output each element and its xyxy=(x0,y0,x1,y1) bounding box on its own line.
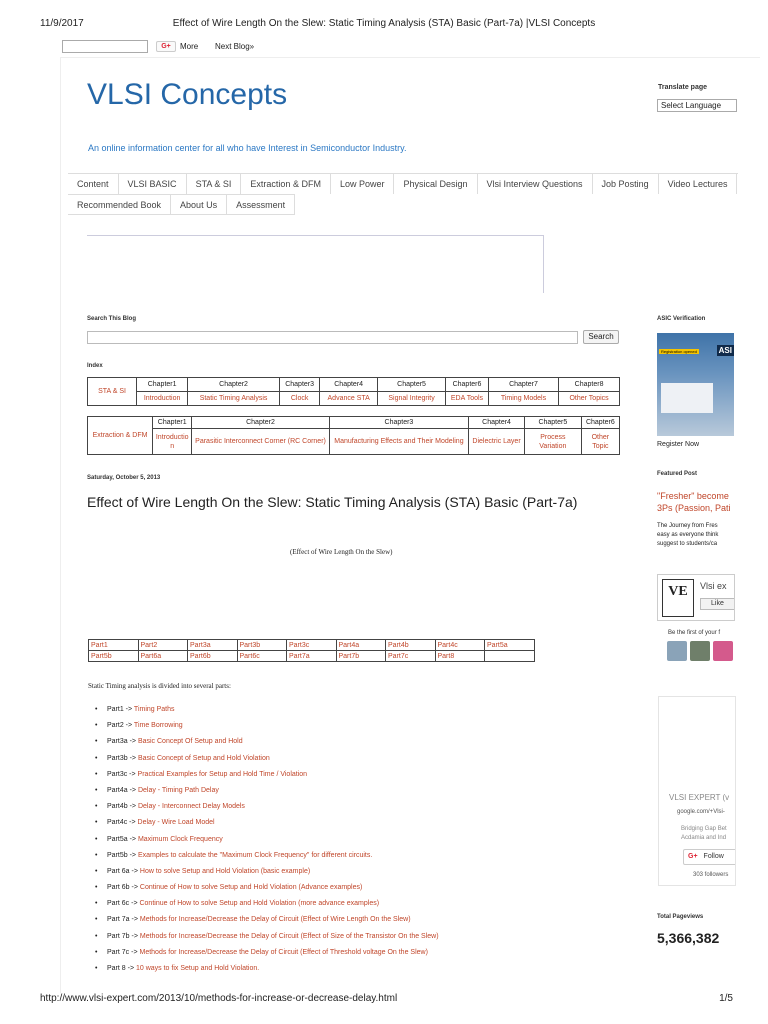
list-item: • Part 6a -> How to solve Setup and Hold Violation (basic example) xyxy=(95,867,311,875)
part-name: Part 6a -> xyxy=(107,867,140,875)
part-name: Part5a -> xyxy=(107,835,138,843)
part-list-link[interactable]: Basic Concept of Setup and Hold Violation xyxy=(137,754,270,762)
part-list-link[interactable]: Timing Paths xyxy=(133,706,175,713)
dfm-chapter-link[interactable]: Dielectric Layer xyxy=(469,429,525,455)
part-name: Part 8 -> xyxy=(107,965,136,972)
navbar-search-input[interactable] xyxy=(62,40,148,53)
part-link[interactable]: Part5b xyxy=(89,651,139,662)
dfm-row-label[interactable]: Extraction & DFM xyxy=(88,417,153,455)
part-name: Part5b -> xyxy=(107,851,138,859)
list-item: • Part 6c -> Continue of How to solve Setup and Hold Violation (more advance examples) xyxy=(95,900,380,908)
part-list-link[interactable]: Examples to calculate the "Maximum Clock Frequency" for different circuits. xyxy=(137,851,373,859)
fb-like-button[interactable]: Like xyxy=(700,598,735,610)
print-title: Effect of Wire Length On the Slew: Static Timing Analysis (STA) Basic (Part-7a) |VLSI Concepts xyxy=(172,18,596,29)
part-list xyxy=(95,702,439,977)
list-item: • Part 7a -> Methods for Increase/Decrease the Delay of Circuit (Effect of Wire Length On the Slew) xyxy=(95,916,411,924)
part-link[interactable]: Part1 xyxy=(89,640,139,651)
tab-assessment[interactable]: Assessment xyxy=(227,195,295,214)
part-link[interactable]: Part5a xyxy=(485,640,535,651)
part-link[interactable]: Part6c xyxy=(237,651,287,662)
tab-content[interactable]: Content xyxy=(68,174,119,194)
list-item: • Part3c -> Practical Examples for Setup and Hold Time / Violation xyxy=(95,770,308,778)
gplus-icon: G+ xyxy=(688,853,698,860)
list-item: • Part4b -> Delay - Interconnect Delay Models xyxy=(95,803,245,811)
empty-cell xyxy=(485,651,535,662)
pageviews-label: Total Pageviews xyxy=(657,914,704,920)
list-item: • Part5a -> Maximum Clock Frequency xyxy=(95,835,223,843)
part-name: Part4c -> xyxy=(107,819,138,827)
sta-chapter-link[interactable]: Clock xyxy=(279,392,320,406)
part-name: Part4b -> xyxy=(107,803,138,811)
gp-follow-button[interactable] xyxy=(683,849,736,865)
part-list-link[interactable]: Delay - Interconnect Delay Models xyxy=(137,803,245,811)
list-item: • Part1 -> Timing Paths xyxy=(95,706,175,713)
part-list-link[interactable]: Delay - Wire Load Model xyxy=(137,819,215,827)
part-list-link[interactable]: Methods for Increase/Decrease the Delay of Circuit (Effect of Wire Length On the Slew) xyxy=(139,916,411,924)
tab-physical-design[interactable]: Physical Design xyxy=(394,174,477,194)
dfm-index-table xyxy=(87,416,620,455)
part-link[interactable]: Part7b xyxy=(336,651,386,662)
dfm-header: Chapter4 xyxy=(469,417,525,429)
sta-header: Chapter2 xyxy=(188,378,280,392)
sta-header: Chapter1 xyxy=(137,378,188,392)
part-name: Part 7b -> xyxy=(107,932,140,940)
part-name: Part 6b -> xyxy=(107,884,140,892)
gp-followers-count: 303 followers xyxy=(693,872,729,878)
part-name: Part3a -> xyxy=(107,738,138,746)
list-item: • Part 7b -> Methods for Increase/Decrease the Delay of Circuit (Effect of Size of the Transistor On the Slew) xyxy=(95,932,439,940)
part-list-link[interactable]: 10 ways to fix Setup and Hold Violation. xyxy=(135,965,260,972)
part-link[interactable]: Part6a xyxy=(138,651,188,662)
featured-post-title[interactable] xyxy=(657,490,735,514)
list-item: • Part4c -> Delay - Wire Load Model xyxy=(95,819,215,827)
featured-post-snippet xyxy=(657,522,735,549)
part-link[interactable]: Part7c xyxy=(386,651,436,662)
dfm-chapter-link[interactable]: Other Topic xyxy=(581,429,619,455)
pageviews-count: 5,366,382 xyxy=(657,930,720,946)
part-link[interactable]: Part3a xyxy=(188,640,238,651)
part-name: Part 7c -> xyxy=(107,948,140,956)
sta-index-table xyxy=(87,377,620,406)
part-list-link[interactable]: How to solve Setup and Hold Violation (basic example) xyxy=(139,867,311,875)
post-date: Saturday, October 5, 2013 xyxy=(87,475,161,481)
dfm-header: Chapter2 xyxy=(192,417,329,429)
part-list-link[interactable]: Basic Concept Of Setup and Hold xyxy=(137,738,243,746)
tab-video-lectures[interactable]: Video Lectures xyxy=(659,174,738,194)
part-name: Part3c -> xyxy=(107,770,138,778)
translate-label: Translate page xyxy=(658,84,708,91)
part-name: Part3b -> xyxy=(107,754,138,762)
dfm-chapter-link[interactable]: Parasitic Interconnect Corner (RC Corner) xyxy=(192,429,329,455)
tab-recommended-book[interactable]: Recommended Book xyxy=(68,195,171,214)
dfm-header: Chapter6 xyxy=(581,417,619,429)
tab-about-us[interactable]: About Us xyxy=(171,195,227,214)
sta-header: Chapter5 xyxy=(377,378,445,392)
part-link[interactable]: Part8 xyxy=(435,651,485,662)
gplus-button[interactable]: G+ xyxy=(156,41,176,52)
part-link[interactable]: Part7a xyxy=(287,651,337,662)
sta-intro-text: Static Timing analysis is divided into several parts: xyxy=(88,682,231,690)
part-name: Part 6c -> xyxy=(107,900,140,908)
part-name: Part1 -> xyxy=(107,706,134,713)
part-list-link[interactable]: Maximum Clock Frequency xyxy=(137,835,223,843)
vlsi-expert-logo[interactable]: VE xyxy=(662,579,694,617)
index-label: Index xyxy=(87,363,103,369)
fb-page-name[interactable]: Vlsi ex xyxy=(700,581,727,591)
print-header xyxy=(0,18,768,32)
list-item: • Part 7c -> Methods for Increase/Decrease the Delay of Circuit (Effect of Threshold voltage On the Slew) xyxy=(95,948,428,956)
tab-interview-questions[interactable]: Vlsi Interview Questions xyxy=(478,174,593,194)
sta-row-label[interactable]: STA & SI xyxy=(88,378,137,406)
list-item: • Part5b -> Examples to calculate the "Maximum Clock Frequency" for different circuits. xyxy=(95,851,373,859)
list-item: • Part3b -> Basic Concept of Setup and Hold Violation xyxy=(95,754,270,762)
part-list-link[interactable]: Continue of How to solve Setup and Hold Violation (Advance examples) xyxy=(139,884,363,892)
dfm-chapter-link[interactable]: Process Variation xyxy=(524,429,581,455)
avatar xyxy=(667,641,687,661)
blog-title[interactable]: VLSI Concepts xyxy=(87,78,288,111)
tab-extraction-dfm[interactable]: Extraction & DFM xyxy=(241,174,331,194)
sta-chapter-link[interactable]: Timing Models xyxy=(488,392,558,406)
gp-follow-label: Follow xyxy=(703,853,724,860)
featured-post-label: Featured Post xyxy=(657,471,698,477)
gp-page-name[interactable]: VLSI EXPERT (v xyxy=(669,793,730,802)
dfm-chapter-link[interactable]: Manufacturing Effects and Their Modeling xyxy=(329,429,468,455)
dfm-header: Chapter3 xyxy=(329,417,468,429)
post-title[interactable]: Effect of Wire Length On the Slew: Static Timing Analysis (STA) Basic (Part-7a) xyxy=(87,494,578,510)
print-page-number: 1/5 xyxy=(719,993,733,1004)
tab-sta-si[interactable]: STA & SI xyxy=(187,174,242,194)
sta-chapter-link[interactable]: Static Timing Analysis xyxy=(188,392,280,406)
gp-description xyxy=(681,825,727,843)
page-tabs-row-2 xyxy=(68,194,295,215)
part-list-link[interactable]: Methods for Increase/Decrease the Delay of Circuit (Effect of Size of the Transistor On the Slew) xyxy=(139,932,439,940)
search-label: Search This Blog xyxy=(87,316,137,322)
featured-title-line: 3Ps (Passion, Pati xyxy=(657,503,731,513)
part-name: Part2 -> xyxy=(107,722,134,730)
sta-chapter-link[interactable]: Signal Integrity xyxy=(377,392,445,406)
part-link[interactable]: Part4c xyxy=(435,640,485,651)
asic-verification-banner[interactable] xyxy=(657,333,734,436)
part-link[interactable]: Part3c xyxy=(287,640,337,651)
asic-verification-label: ASIC Verification xyxy=(657,316,706,322)
dfm-header: Chapter5 xyxy=(524,417,581,429)
sta-header: Chapter8 xyxy=(559,378,620,392)
more-link[interactable]: More xyxy=(180,42,199,51)
blog-search-input[interactable] xyxy=(87,331,578,344)
parts-table xyxy=(88,639,535,662)
language-select[interactable]: Select Language xyxy=(657,99,737,112)
list-item: • Part2 -> Time Borrowing xyxy=(95,722,183,730)
sta-chapter-link[interactable]: Other Topics xyxy=(559,392,620,406)
asic-badge: ASI xyxy=(718,346,732,355)
tab-job-posting[interactable]: Job Posting xyxy=(593,174,659,194)
part-name: Part4a -> xyxy=(107,786,138,794)
tab-low-power[interactable]: Low Power xyxy=(331,174,395,194)
register-now-link[interactable]: Register Now xyxy=(657,441,700,448)
search-button[interactable]: Search xyxy=(583,330,619,344)
print-footer xyxy=(0,993,768,1007)
part-link[interactable]: Part6b xyxy=(188,651,238,662)
part-list-link[interactable]: Time Borrowing xyxy=(133,722,183,730)
part-list-link[interactable]: Delay - Timing Path Delay xyxy=(137,786,219,794)
avatar xyxy=(713,641,733,661)
dfm-header: Chapter1 xyxy=(153,417,192,429)
fb-avatars xyxy=(667,641,733,661)
sta-header: Chapter7 xyxy=(488,378,558,392)
registration-badge: Registration opened xyxy=(661,349,697,354)
sta-chapter-link[interactable]: EDA Tools xyxy=(446,392,489,406)
list-item: • Part4a -> Delay - Timing Path Delay xyxy=(95,786,219,794)
avatar xyxy=(690,641,710,661)
tab-vlsi-basic[interactable]: VLSI BASIC xyxy=(119,174,187,194)
list-item: • Part3a -> Basic Concept Of Setup and Hold xyxy=(95,738,243,746)
print-url: http://www.vlsi-expert.com/2013/10/methods-for-increase-or-decrease-delay.html xyxy=(40,993,398,1004)
part-link[interactable]: Part4b xyxy=(386,640,436,651)
part-list-link[interactable]: Continue of How to solve Setup and Hold Violation (more advance examples) xyxy=(139,900,380,908)
featured-text-line: The Journey from Fres xyxy=(657,523,718,529)
sta-header: Chapter6 xyxy=(446,378,489,392)
featured-text-line: suggest to students/ca xyxy=(657,541,718,547)
next-blog-link[interactable]: Next Blog» xyxy=(215,42,255,51)
course-card-image xyxy=(661,383,713,413)
fb-friends-text: Be the first of your f xyxy=(668,630,721,636)
list-item: • Part 6b -> Continue of How to solve Setup and Hold Violation (Advance examples) xyxy=(95,884,363,892)
gp-desc-line: Bridging Gap Bet xyxy=(681,826,727,832)
part-name: Part 7a -> xyxy=(107,916,140,924)
gp-desc-line: Acdamia and Ind xyxy=(681,835,727,841)
part-list-link[interactable]: Practical Examples for Setup and Hold Time / Violation xyxy=(137,770,308,778)
featured-text-line: easy as everyone think xyxy=(657,532,719,538)
print-date: 11/9/2017 xyxy=(40,18,84,29)
sta-header: Chapter4 xyxy=(320,378,378,392)
part-link[interactable]: Part2 xyxy=(138,640,188,651)
blog-description: An online information center for all who have Interest in Semiconductor Industry. xyxy=(88,143,407,153)
part-link[interactable]: Part4a xyxy=(336,640,386,651)
featured-title-line: "Fresher" become xyxy=(657,491,729,501)
ad-banner[interactable] xyxy=(87,235,544,293)
post-subtitle: (Effect of Wire Length On the Slew) xyxy=(290,548,393,556)
sta-header: Chapter3 xyxy=(279,378,320,392)
facebook-page-widget xyxy=(657,574,735,621)
blogger-navbar xyxy=(60,39,740,55)
part-list-link[interactable]: Methods for Increase/Decrease the Delay of Circuit (Effect of Threshold voltage On the Slew) xyxy=(139,948,428,956)
part-link[interactable]: Part3b xyxy=(237,640,287,651)
page-tabs-row-1 xyxy=(68,173,738,194)
sta-chapter-link[interactable]: Introduction xyxy=(137,392,188,406)
list-item: • Part 8 -> 10 ways to fix Setup and Hold Violation. xyxy=(95,965,260,972)
google-plus-widget xyxy=(658,696,736,886)
gp-url: google.com/+Vlsi- xyxy=(677,809,725,815)
sta-chapter-link[interactable]: Advance STA xyxy=(320,392,378,406)
dfm-chapter-link[interactable]: Introductio n xyxy=(153,429,192,455)
